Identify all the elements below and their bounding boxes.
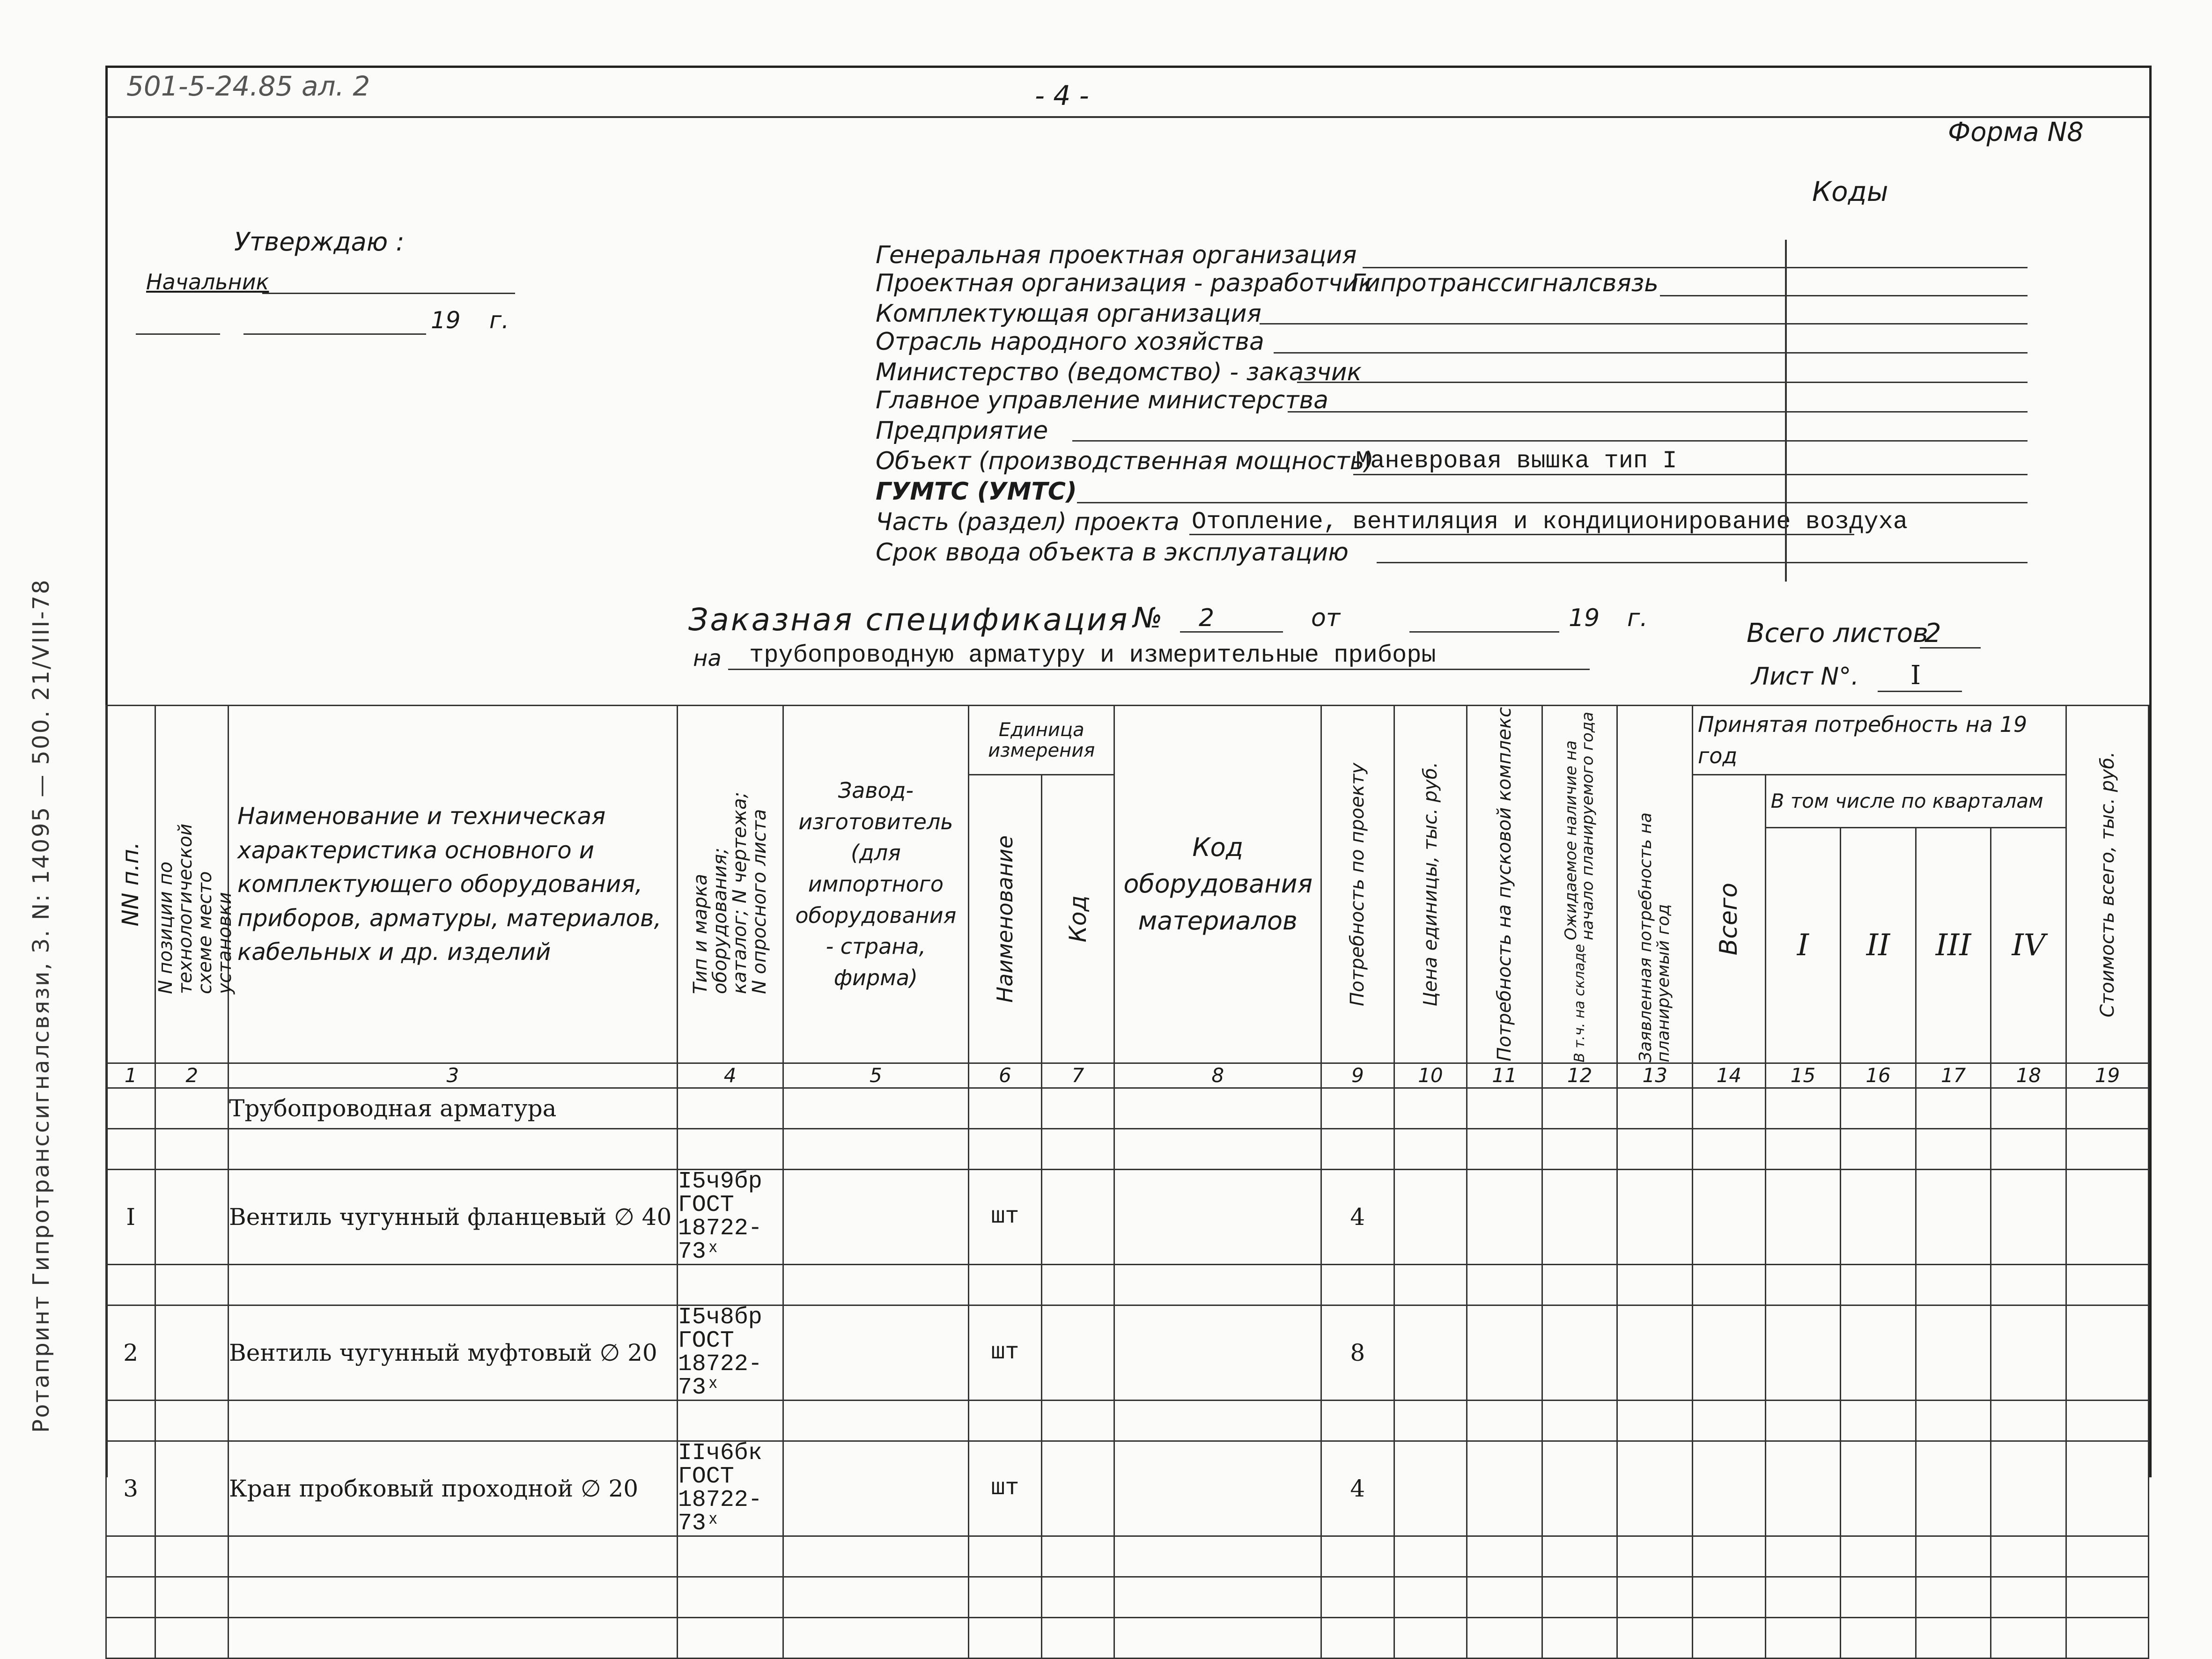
codes-column xyxy=(1785,240,2030,582)
table-cell xyxy=(783,1264,969,1305)
table-cell xyxy=(1765,1536,1841,1577)
table-cell xyxy=(155,1400,229,1441)
row-number xyxy=(106,1617,155,1658)
org-label-designer: Проектная организация - разработчик xyxy=(876,269,1373,297)
table-cell xyxy=(1617,1441,1693,1536)
table-cell xyxy=(1394,1305,1467,1400)
table-cell xyxy=(1693,1128,1766,1169)
org-label-enterprise: Предприятие xyxy=(876,417,1048,445)
table-cell xyxy=(1617,1577,1693,1617)
form-number: Форма N8 xyxy=(1948,117,2084,147)
item-unit xyxy=(969,1577,1042,1617)
page-number: - 4 - xyxy=(1035,80,1089,111)
table-cell xyxy=(155,1441,229,1536)
col-number: 2 xyxy=(155,1063,229,1088)
item-quantity: 8 xyxy=(1321,1305,1394,1400)
col-header-3: Наименование и техническая характеристика основного и комплектующего оборудования, приборов, арматуры, материалов, кабельных и др. изделий xyxy=(229,706,678,1063)
spec-from-label: от xyxy=(1311,604,1341,632)
table-cell xyxy=(1467,1400,1542,1441)
table-row xyxy=(106,1536,2149,1577)
column-number-row xyxy=(106,1063,2149,1088)
table-cell xyxy=(1841,1264,1916,1305)
approve-year: 19 xyxy=(431,307,461,334)
table-cell xyxy=(1041,1169,1114,1264)
table-cell xyxy=(1617,1128,1693,1169)
table-cell xyxy=(1693,1577,1766,1617)
table-cell xyxy=(783,1577,969,1617)
table-cell xyxy=(1765,1088,1841,1128)
col-header-4: Тип и марка оборудования; каталог; N чертежа; N опросного листа xyxy=(677,706,783,1063)
table-cell xyxy=(155,1577,229,1617)
item-type xyxy=(677,1400,783,1441)
item-name xyxy=(229,1577,678,1617)
item-type xyxy=(677,1617,783,1658)
total-sheets-label: Всего листов xyxy=(1747,618,1929,649)
total-sheets-line xyxy=(1920,647,1981,649)
col-number: 18 xyxy=(1991,1063,2066,1088)
item-quantity xyxy=(1321,1577,1394,1617)
col-header-13: Заявленная потребность на планируемый год xyxy=(1617,706,1693,1063)
table-cell xyxy=(783,1441,969,1536)
item-name xyxy=(229,1400,678,1441)
spec-title: Заказная спецификация xyxy=(688,602,1129,638)
table-row xyxy=(106,1169,2149,1264)
spec-year-suffix: г. xyxy=(1627,604,1648,632)
col-number: 14 xyxy=(1693,1063,1766,1088)
table-cell xyxy=(783,1088,969,1128)
table-cell xyxy=(1467,1536,1542,1577)
item-unit xyxy=(969,1088,1042,1128)
item-type xyxy=(677,1536,783,1577)
table-cell xyxy=(1114,1617,1321,1658)
table-cell xyxy=(1467,1128,1542,1169)
table-cell xyxy=(783,1169,969,1264)
table-cell xyxy=(1693,1264,1766,1305)
item-quantity: 4 xyxy=(1321,1169,1394,1264)
org-label-ministry: Министерство (ведомство) - заказчик xyxy=(876,358,1362,386)
table-cell xyxy=(1617,1305,1693,1400)
header-row-1 xyxy=(106,706,2149,775)
col-number: 10 xyxy=(1394,1063,1467,1088)
table-cell xyxy=(1991,1577,2066,1617)
item-name xyxy=(229,1536,678,1577)
table-cell xyxy=(1394,1088,1467,1128)
table-cell xyxy=(783,1617,969,1658)
series-code: 501-5-24.85 ал. 2 xyxy=(126,70,370,102)
item-quantity xyxy=(1321,1128,1394,1169)
table-cell xyxy=(155,1305,229,1400)
table-cell xyxy=(1617,1536,1693,1577)
item-type: IIч6бк ГОСТ 18722-73ˣ xyxy=(677,1441,783,1536)
item-unit: шт xyxy=(969,1305,1042,1400)
table-cell xyxy=(1617,1088,1693,1128)
table-cell xyxy=(1542,1264,1617,1305)
table-cell xyxy=(155,1128,229,1169)
spec-subject-line xyxy=(728,669,1590,670)
table-row xyxy=(106,1128,2149,1169)
table-cell xyxy=(1114,1536,1321,1577)
col-header-9: Потребность по проекту xyxy=(1321,706,1394,1063)
item-type xyxy=(677,1128,783,1169)
col-header-1: NN п.п. xyxy=(106,706,155,1063)
table-cell xyxy=(1467,1169,1542,1264)
table-cell xyxy=(1041,1128,1114,1169)
table-cell xyxy=(1765,1305,1841,1400)
org-label-deadline: Срок ввода объекта в эксплуатацию xyxy=(876,538,1349,567)
approve-label: Утверждаю : xyxy=(234,227,405,257)
table-cell xyxy=(1916,1400,1991,1441)
col-number: 11 xyxy=(1467,1063,1542,1088)
org-label-admin: Главное управление министерства xyxy=(876,386,1328,414)
table-cell xyxy=(1991,1128,2066,1169)
chief-signature-line xyxy=(262,293,515,294)
item-type: I5ч9бр ГОСТ 18722-73ˣ xyxy=(677,1169,783,1264)
item-unit xyxy=(969,1128,1042,1169)
col-number: 15 xyxy=(1765,1063,1841,1088)
table-cell xyxy=(1542,1577,1617,1617)
col-number: 7 xyxy=(1041,1063,1114,1088)
table-cell xyxy=(1916,1441,1991,1536)
table-row xyxy=(106,1441,2149,1536)
item-quantity: 4 xyxy=(1321,1441,1394,1536)
table-cell xyxy=(2066,1400,2149,1441)
table-cell xyxy=(1114,1400,1321,1441)
table-cell xyxy=(1542,1169,1617,1264)
table-cell xyxy=(1991,1088,2066,1128)
item-name: Кран пробковый проходной ∅ 20 xyxy=(229,1441,678,1536)
org-label-branch: Отрасль народного хозяйства xyxy=(876,328,1264,356)
col-header-q2: II xyxy=(1841,827,1916,1063)
row-number xyxy=(106,1128,155,1169)
table-cell xyxy=(1916,1617,1991,1658)
spec-no: 2 xyxy=(1199,604,1215,632)
spec-on-label: на xyxy=(693,645,722,671)
table-row xyxy=(106,1400,2149,1441)
table-cell xyxy=(1841,1305,1916,1400)
chief-label: Начальник xyxy=(146,269,269,295)
table-cell xyxy=(1693,1441,1766,1536)
table-cell xyxy=(2066,1088,2149,1128)
item-unit xyxy=(969,1536,1042,1577)
item-unit xyxy=(969,1400,1042,1441)
table-cell xyxy=(1841,1128,1916,1169)
day-line xyxy=(136,333,220,335)
table-row xyxy=(106,1088,2149,1128)
month-line xyxy=(243,333,426,335)
col-number: 19 xyxy=(2066,1063,2149,1088)
col-header-unit-group: Единица измерения xyxy=(969,706,1114,775)
table-cell xyxy=(2066,1617,2149,1658)
table-cell xyxy=(155,1264,229,1305)
org-label-general: Генеральная проектная организация xyxy=(876,241,1357,269)
table-cell xyxy=(1114,1169,1321,1264)
row-number xyxy=(106,1088,155,1128)
col-header-accepted-group: Принятая потребность на 19 год xyxy=(1693,706,2066,775)
table-cell xyxy=(1765,1441,1841,1536)
table-cell xyxy=(1841,1536,1916,1577)
sheet-label: Лист N°. xyxy=(1751,663,1859,691)
specification-table xyxy=(105,705,2149,1659)
col-number: 8 xyxy=(1114,1063,1321,1088)
col-header-11: Потребность на пусковой комплекс xyxy=(1467,706,1542,1063)
table-cell xyxy=(1394,1128,1467,1169)
col-number: 3 xyxy=(229,1063,678,1088)
table-cell xyxy=(1542,1305,1617,1400)
table-cell xyxy=(1841,1617,1916,1658)
table-cell xyxy=(1041,1536,1114,1577)
col-header-8: Код оборудования материалов xyxy=(1114,706,1321,1063)
table-cell xyxy=(1991,1169,2066,1264)
table-cell xyxy=(1114,1088,1321,1128)
col-header-q4: IV xyxy=(1991,827,2066,1063)
table-cell xyxy=(1467,1305,1542,1400)
col-header-5: Завод-изготовитель (для импортного оборудования - страна, фирма) xyxy=(783,706,969,1063)
table-cell xyxy=(1693,1617,1766,1658)
table-row xyxy=(106,1264,2149,1305)
table-cell xyxy=(1991,1264,2066,1305)
table-cell xyxy=(1693,1536,1766,1577)
row-number: 2 xyxy=(106,1305,155,1400)
item-name xyxy=(229,1264,678,1305)
table-cell xyxy=(1542,1617,1617,1658)
item-type xyxy=(677,1577,783,1617)
col-number: 6 xyxy=(969,1063,1042,1088)
col-number: 12 xyxy=(1542,1063,1617,1088)
item-type: I5ч8бр ГОСТ 18722-73ˣ xyxy=(677,1305,783,1400)
table-cell xyxy=(1394,1577,1467,1617)
table-cell xyxy=(1041,1264,1114,1305)
table-cell xyxy=(2066,1264,2149,1305)
table-cell xyxy=(1041,1617,1114,1658)
table-cell xyxy=(1991,1441,2066,1536)
org-line xyxy=(1189,534,1854,535)
org-label-object: Объект (производственная мощность) xyxy=(876,447,1374,475)
table-cell xyxy=(1916,1128,1991,1169)
item-type xyxy=(677,1264,783,1305)
row-number xyxy=(106,1400,155,1441)
table-cell xyxy=(1765,1400,1841,1441)
table-cell xyxy=(783,1536,969,1577)
row-number xyxy=(106,1577,155,1617)
table-cell xyxy=(155,1536,229,1577)
table-cell xyxy=(1617,1169,1693,1264)
table-cell xyxy=(1041,1305,1114,1400)
col-number: 5 xyxy=(783,1063,969,1088)
table-cell xyxy=(1991,1617,2066,1658)
col-number: 16 xyxy=(1841,1063,1916,1088)
header-divider xyxy=(105,116,2149,118)
item-quantity xyxy=(1321,1617,1394,1658)
item-quantity xyxy=(1321,1264,1394,1305)
table-cell xyxy=(1991,1400,2066,1441)
table-cell xyxy=(1916,1305,1991,1400)
table-cell xyxy=(1542,1536,1617,1577)
table-cell xyxy=(1693,1169,1766,1264)
table-cell xyxy=(1916,1264,1991,1305)
col-number: 17 xyxy=(1916,1063,1991,1088)
col-header-6: Наименование xyxy=(969,775,1042,1063)
table-cell xyxy=(1467,1264,1542,1305)
table-cell xyxy=(1041,1577,1114,1617)
col-header-12b: В т.ч. на складе xyxy=(1571,944,1588,1062)
item-type xyxy=(677,1088,783,1128)
table-cell xyxy=(1991,1536,2066,1577)
item-unit: шт xyxy=(969,1441,1042,1536)
table-cell xyxy=(1693,1088,1766,1128)
table-cell xyxy=(2066,1305,2149,1400)
org-value-designer: Гипротранссигналсвязь xyxy=(1351,269,1659,297)
spec-subject: трубопроводную арматуру и измерительные приборы xyxy=(749,641,1436,669)
table-cell xyxy=(1991,1305,2066,1400)
table-cell xyxy=(1394,1536,1467,1577)
table-cell xyxy=(1765,1169,1841,1264)
col-header-quarters-group: В том числе по кварталам xyxy=(1765,775,2066,827)
table-cell xyxy=(1114,1128,1321,1169)
table-cell xyxy=(2066,1577,2149,1617)
table-cell xyxy=(1041,1400,1114,1441)
table-cell xyxy=(1693,1400,1766,1441)
item-quantity xyxy=(1321,1536,1394,1577)
col-header-19: Стоимость всего, тыс. руб. xyxy=(2066,706,2149,1063)
approve-year-suffix: г. xyxy=(489,307,509,334)
item-name: Вентиль чугунный муфтовый ∅ 20 xyxy=(229,1305,678,1400)
table-cell xyxy=(1394,1169,1467,1264)
item-unit: шт xyxy=(969,1169,1042,1264)
table-row xyxy=(106,1617,2149,1658)
row-number: I xyxy=(106,1169,155,1264)
table-cell xyxy=(783,1305,969,1400)
item-quantity xyxy=(1321,1400,1394,1441)
item-name: Трубопроводная арматура xyxy=(229,1088,678,1128)
table-cell xyxy=(1542,1400,1617,1441)
table-cell xyxy=(1617,1400,1693,1441)
table-cell xyxy=(1617,1617,1693,1658)
table-cell xyxy=(1467,1441,1542,1536)
org-label-gumts: ГУМТС (УМТС) xyxy=(876,478,1077,506)
spec-no-label: № xyxy=(1133,602,1163,634)
table-cell xyxy=(1841,1441,1916,1536)
table-cell xyxy=(1765,1128,1841,1169)
table-cell xyxy=(2066,1441,2149,1536)
table-cell xyxy=(1765,1264,1841,1305)
row-number: 3 xyxy=(106,1441,155,1536)
table-cell xyxy=(1542,1441,1617,1536)
table-cell xyxy=(155,1088,229,1128)
col-header-12: Ожидаемое наличие на начало планируемого года В т.ч. на складе xyxy=(1542,706,1617,1063)
table-cell xyxy=(1467,1617,1542,1658)
spec-year: 19 xyxy=(1569,604,1600,632)
table-cell xyxy=(1765,1577,1841,1617)
item-quantity xyxy=(1321,1088,1394,1128)
sheet-number: I xyxy=(1910,660,1921,691)
codes-title: Коды xyxy=(1812,176,1888,207)
table-body xyxy=(106,1088,2149,1658)
col-number: 13 xyxy=(1617,1063,1693,1088)
table-row xyxy=(106,1577,2149,1617)
table-cell xyxy=(1394,1441,1467,1536)
spec-no-line xyxy=(1180,631,1283,633)
col-number: 4 xyxy=(677,1063,783,1088)
table-cell xyxy=(155,1169,229,1264)
table-cell xyxy=(1841,1577,1916,1617)
table-cell xyxy=(1765,1617,1841,1658)
org-label-supplier: Комплектующая организация xyxy=(876,300,1261,328)
total-sheets: 2 xyxy=(1924,618,1941,649)
row-number xyxy=(106,1536,155,1577)
item-name xyxy=(229,1617,678,1658)
table-cell xyxy=(1394,1264,1467,1305)
col-header-7: Код xyxy=(1041,775,1114,1063)
table-cell xyxy=(1542,1128,1617,1169)
table-cell xyxy=(783,1128,969,1169)
table-cell xyxy=(1693,1305,1766,1400)
org-label-part: Часть (раздел) проекта xyxy=(876,508,1180,536)
table-cell xyxy=(1841,1088,1916,1128)
col-header-14: Всего xyxy=(1693,775,1766,1063)
row-number xyxy=(106,1264,155,1305)
table-cell xyxy=(1467,1577,1542,1617)
col-header-q3: III xyxy=(1916,827,1991,1063)
table-cell xyxy=(1114,1264,1321,1305)
table-cell xyxy=(2066,1169,2149,1264)
table-cell xyxy=(1617,1264,1693,1305)
table-cell xyxy=(155,1617,229,1658)
table-cell xyxy=(1916,1088,1991,1128)
table-cell xyxy=(1041,1441,1114,1536)
col-header-2: N позиции по технологической схеме место установки xyxy=(155,706,229,1063)
col-header-10: Цена единицы, тыс. руб. xyxy=(1394,706,1467,1063)
org-value-part: Отопление, вентиляция и кондиционирование воздуха xyxy=(1192,508,1908,536)
col-header-q1: I xyxy=(1765,827,1841,1063)
table-cell xyxy=(1114,1305,1321,1400)
item-name xyxy=(229,1128,678,1169)
col-number: 1 xyxy=(106,1063,155,1088)
table-cell xyxy=(1841,1169,1916,1264)
table-row xyxy=(106,1305,2149,1400)
table-cell xyxy=(783,1400,969,1441)
table-cell xyxy=(2066,1536,2149,1577)
table-cell xyxy=(2066,1128,2149,1169)
table-cell xyxy=(1394,1400,1467,1441)
item-unit xyxy=(969,1617,1042,1658)
table-cell xyxy=(1467,1088,1542,1128)
table-cell xyxy=(1394,1617,1467,1658)
table-cell xyxy=(1114,1441,1321,1536)
spec-date-line xyxy=(1409,631,1559,633)
table-cell xyxy=(1841,1400,1916,1441)
item-name: Вентиль чугунный фланцевый ∅ 40 xyxy=(229,1169,678,1264)
table-cell xyxy=(1041,1088,1114,1128)
print-stamp: Ротапринт Гипротранссигналсвязи, З. N: 14095 — 500. 21/VIII-78 xyxy=(28,578,54,1433)
item-unit xyxy=(969,1264,1042,1305)
org-value-object: Маневровая вышка тип I xyxy=(1356,447,1677,475)
table-cell xyxy=(1542,1088,1617,1128)
table-cell xyxy=(1916,1169,1991,1264)
col-number: 9 xyxy=(1321,1063,1394,1088)
table-cell xyxy=(1916,1577,1991,1617)
sheet-line xyxy=(1878,691,1962,692)
table-cell xyxy=(1916,1536,1991,1577)
table-cell xyxy=(1114,1577,1321,1617)
